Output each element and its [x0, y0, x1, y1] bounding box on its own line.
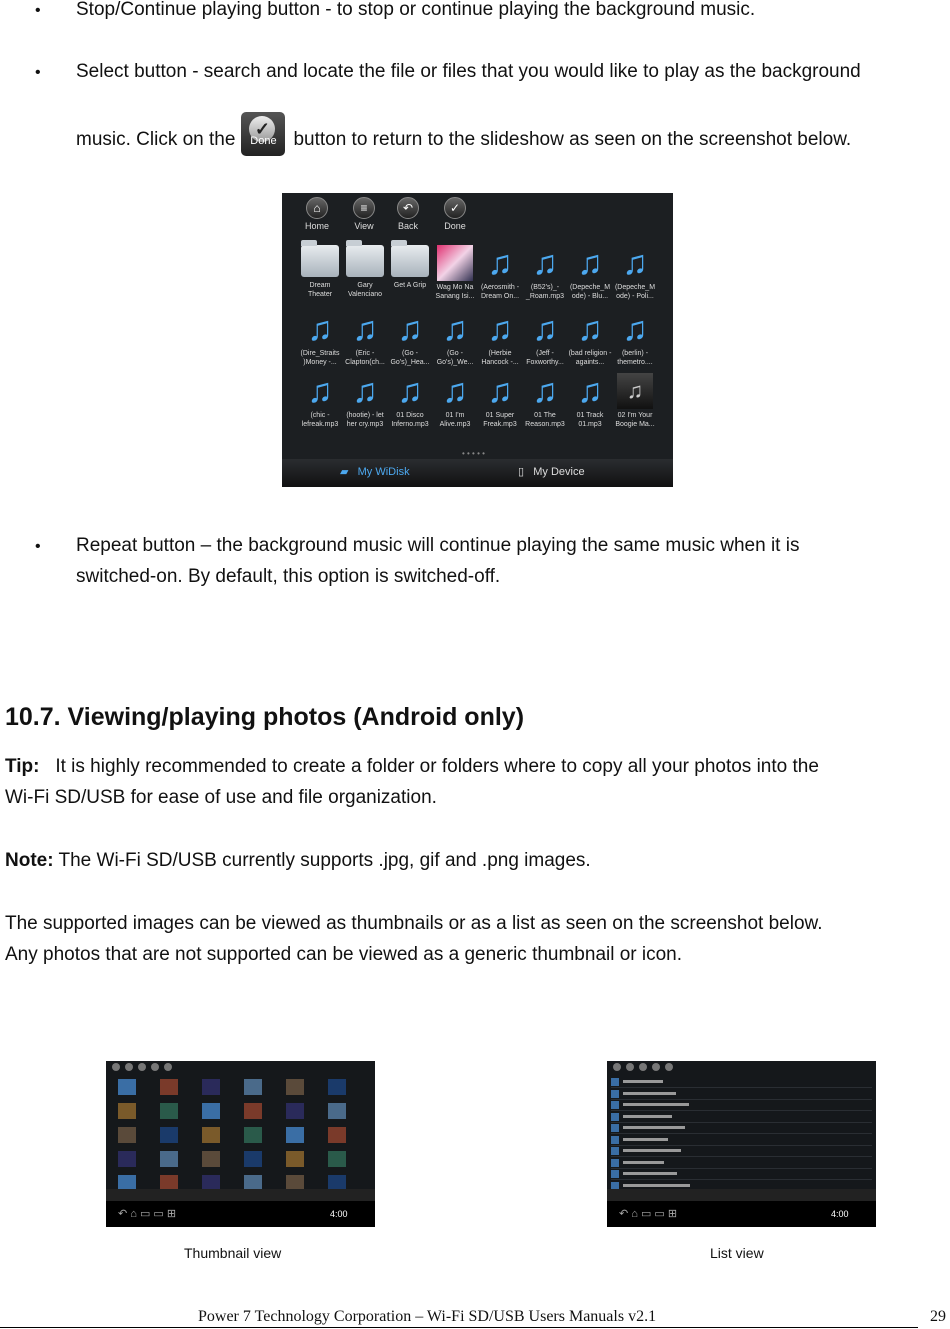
music-note-icon: ♫ [307, 372, 333, 410]
file-item [568, 245, 612, 301]
photo-thumbnail [286, 1079, 304, 1095]
photo-thumbnail [286, 1103, 304, 1119]
disk-icon: ▰ [340, 466, 349, 478]
file-item-label: (Dire_Straits )Money -... [300, 350, 340, 366]
image-file-icon [611, 1136, 619, 1144]
photo-thumbnail [118, 1079, 136, 1095]
photo-thumbnail [286, 1151, 304, 1167]
bullet-repeat-line1: Repeat button – the background music will continue playing the same music when it is [76, 535, 800, 556]
music-note-icon: ♫ [487, 244, 513, 282]
nav-icons: ↶ ⌂ ▭ ▭ ⊞ [619, 1208, 678, 1220]
file-item-label: (berlin) - themetro.... [617, 350, 653, 366]
footer-rule [0, 1327, 918, 1328]
bullet-repeat-line2: switched-on. By default, this option is switched-off. [76, 566, 501, 587]
picker-tabbar [282, 459, 673, 487]
list-item-filename [623, 1115, 672, 1118]
list-item-filename [623, 1080, 663, 1083]
done-button: ✓ Done [435, 197, 475, 231]
file-item [343, 245, 387, 299]
list-item-filename [623, 1103, 689, 1106]
image-file-icon [611, 1101, 619, 1109]
list-item-filename [623, 1172, 677, 1175]
file-item [343, 373, 387, 429]
music-note-icon: ♫ [622, 244, 648, 282]
photo-thumbnail [118, 1103, 136, 1119]
bullet-select-post: button to return to the slideshow as seen on the screenshot below. [293, 129, 852, 151]
home-button: ⌂ Home [297, 197, 337, 231]
file-item-label: Get A Grip [393, 282, 427, 289]
tab-my-widisk: ▰ My WiDisk [340, 466, 410, 478]
folder-icon [301, 245, 339, 277]
file-item-label: 01 I'm Alive.mp3 [439, 412, 471, 428]
checkmark-icon: ✓ [444, 197, 466, 219]
file-item-label: 01 Track 01.mp3 [576, 412, 604, 428]
file-item [298, 245, 342, 299]
file-item-label: 01 Super Freak.mp3 [483, 412, 517, 428]
photo-thumbnail [202, 1151, 220, 1167]
list-item [611, 1169, 872, 1180]
photo-thumbnail [328, 1127, 346, 1143]
list-item [611, 1135, 872, 1146]
tab-my-device: ▯ My Device [518, 466, 585, 478]
file-item [613, 245, 657, 301]
photo-thumbnail [244, 1151, 262, 1167]
file-item [388, 373, 432, 429]
file-item-label: (Aerosmith - Dream On... [480, 284, 520, 300]
file-item-label: (hootie) - let her cry.mp3 [346, 412, 384, 428]
photo-thumbnail [118, 1151, 136, 1167]
picker-toolbar [282, 193, 673, 237]
list-view-screenshot [607, 1061, 876, 1227]
note-line: Note: The Wi-Fi SD/USB currently supports .jpg, gif and .png images. [5, 850, 591, 871]
bullet-dot: • [35, 538, 41, 555]
done-button-icon [241, 112, 285, 156]
list-item-filename [623, 1161, 664, 1164]
file-item [343, 311, 387, 367]
android-navbar [106, 1201, 375, 1227]
checkmark-icon: ✓ [249, 116, 275, 142]
file-item-label: (Go - Go's)_Hea... [390, 350, 430, 366]
photo-thumbnail [244, 1127, 262, 1143]
file-item [523, 245, 567, 301]
image-file-icon [611, 1159, 619, 1167]
file-item-label: (Eric - Clapton(ch... [345, 350, 385, 366]
list-item [611, 1146, 872, 1157]
section-title: 10.7. Viewing/playing photos (Android only) [5, 703, 525, 731]
photo-thumbnail [202, 1103, 220, 1119]
folder-icon [391, 245, 429, 277]
music-picker-screenshot [282, 193, 673, 487]
file-item [433, 245, 477, 301]
photo-thumbnail [202, 1079, 220, 1095]
music-note-icon: ♫ [577, 372, 603, 410]
file-item [478, 311, 522, 367]
file-item [568, 373, 612, 429]
list-item [611, 1112, 872, 1123]
mini-toolbar [607, 1061, 876, 1075]
file-item-label: (Depeche_M ode) - Blu... [569, 284, 611, 300]
music-note-icon: ♫ [307, 310, 333, 348]
photo-thumbnail [160, 1103, 178, 1119]
folder-icon [346, 245, 384, 277]
image-file-icon [611, 1147, 619, 1155]
bullet-dot: • [35, 64, 41, 81]
file-item [388, 245, 432, 290]
mini-tabbar [607, 1189, 876, 1201]
music-note-icon: ♫ [532, 244, 558, 282]
file-item [613, 373, 657, 429]
home-icon: ⌂ [306, 197, 328, 219]
image-file-icon [611, 1113, 619, 1121]
music-note-icon: ♫ [532, 310, 558, 348]
music-note-icon: ♫ [442, 372, 468, 410]
tip-line1: Tip: It is highly recommended to create a folder or folders where to copy all your photos into the [5, 756, 819, 777]
music-note-icon: ♫ [397, 372, 423, 410]
list-item [611, 1123, 872, 1134]
photo-thumbnail [118, 1127, 136, 1143]
album-art-icon [437, 245, 473, 281]
image-file-icon [611, 1090, 619, 1098]
music-note-icon: ♫ [622, 310, 648, 348]
music-note-icon: ♫ [487, 372, 513, 410]
tip-label: Tip: [5, 756, 40, 777]
file-item-label: Wag Mo Na Sanang Isi... [435, 284, 475, 300]
clock: 4:00 [831, 1209, 849, 1219]
done-button-label: Done [250, 135, 277, 147]
file-item-label: (B52's)_- _Roam.mp3 [525, 284, 565, 300]
bullet-dot: • [35, 2, 41, 19]
file-item-label: Gary Valenciano [347, 282, 383, 298]
file-item [523, 311, 567, 367]
photo-thumbnail [328, 1103, 346, 1119]
file-item-label: 01 Disco Inferno.mp3 [391, 412, 429, 428]
list-item-filename [623, 1092, 676, 1095]
file-item-label: Dream Theater [307, 282, 333, 298]
file-item-label: (bad religion - againts... [568, 350, 612, 366]
nav-icons: ↶ ⌂ ▭ ▭ ⊞ [118, 1208, 177, 1220]
note-label: Note: [5, 850, 54, 871]
clock: 4:00 [330, 1209, 348, 1219]
file-item [613, 311, 657, 367]
list-item-filename [623, 1184, 690, 1187]
file-item [478, 373, 522, 429]
file-item [568, 311, 612, 367]
caption-thumbnail-view: Thumbnail view [184, 1245, 282, 1261]
file-item [433, 311, 477, 367]
bullet-select-line2 [76, 118, 946, 162]
bullet-select-pre: music. Click on the [76, 129, 236, 151]
file-item-label: 01 The Reason.mp3 [525, 412, 565, 428]
photo-thumbnail [286, 1127, 304, 1143]
music-note-icon: ♫ [577, 310, 603, 348]
file-item [298, 311, 342, 367]
list-item-filename [623, 1149, 681, 1152]
file-item-label: 02 I'm Your Boogie Ma... [615, 412, 655, 428]
back-icon: ↶ [397, 197, 419, 219]
file-item-label: (Go - Go's)_We... [436, 350, 474, 366]
music-note-icon: ♫ [577, 244, 603, 282]
file-item [478, 245, 522, 301]
photo-thumbnail [160, 1127, 178, 1143]
file-item-label: (Herbie Hancock -... [481, 350, 519, 366]
device-icon: ▯ [518, 466, 525, 478]
view-paragraph-line1: The supported images can be viewed as thumbnails or as a list as seen on the screenshot below. [5, 913, 823, 934]
page-number: 29 [930, 1308, 946, 1325]
page-indicator: • • • • • [462, 449, 485, 458]
mini-tabbar [106, 1189, 375, 1201]
file-item-label: (Jeff - Foxworthy... [526, 350, 564, 366]
back-button: ↶ Back [388, 197, 428, 231]
music-note-icon: ♫ [487, 310, 513, 348]
file-item-label: (chic - lefreak.mp3 [301, 412, 339, 428]
photo-thumbnail [160, 1079, 178, 1095]
file-item [298, 373, 342, 429]
photo-thumbnail [160, 1151, 178, 1167]
music-note-icon: ♫ [352, 372, 378, 410]
music-note-icon: ♫ [397, 310, 423, 348]
music-note-icon: ♫ [442, 310, 468, 348]
image-file-icon [611, 1170, 619, 1178]
photo-thumbnail [244, 1079, 262, 1095]
caption-list-view: List view [710, 1245, 764, 1261]
file-item-label: (Depeche_M ode) - Poli... [614, 284, 656, 300]
photo-thumbnail [328, 1151, 346, 1167]
thumbnail-view-screenshot [106, 1061, 375, 1227]
mini-toolbar [106, 1061, 375, 1075]
bullet-stop-continue: Stop/Continue playing button - to stop or continue playing the background music. [76, 0, 756, 20]
photo-thumbnail [202, 1127, 220, 1143]
music-note-icon: ♫ [352, 310, 378, 348]
view-button: ≡ View [344, 197, 384, 231]
view-paragraph-line2: Any photos that are not supported can be viewed as a generic thumbnail or icon. [5, 944, 683, 965]
view-icon: ≡ [353, 197, 375, 219]
list-item [611, 1077, 872, 1088]
image-file-icon [611, 1078, 619, 1086]
tip-line2: Wi-Fi SD/USB for ease of use and file organization. [5, 787, 437, 808]
list-item [611, 1158, 872, 1169]
image-file-icon [611, 1124, 619, 1132]
android-navbar [607, 1201, 876, 1227]
list-item-filename [623, 1138, 668, 1141]
music-file-icon: ♫ [617, 373, 653, 409]
bullet-select-line1: Select button - search and locate the file or files that you would like to play as the background [76, 61, 861, 82]
list-item-filename [623, 1126, 685, 1129]
photo-thumbnail [328, 1079, 346, 1095]
file-item [388, 311, 432, 367]
list-item [611, 1089, 872, 1100]
file-item [433, 373, 477, 429]
file-item [523, 373, 567, 429]
list-item [611, 1100, 872, 1111]
photo-thumbnail [244, 1103, 262, 1119]
page-footer: Power 7 Technology Corporation – Wi-Fi SD/USB Users Manuals v2.1 [198, 1308, 657, 1325]
music-note-icon: ♫ [532, 372, 558, 410]
